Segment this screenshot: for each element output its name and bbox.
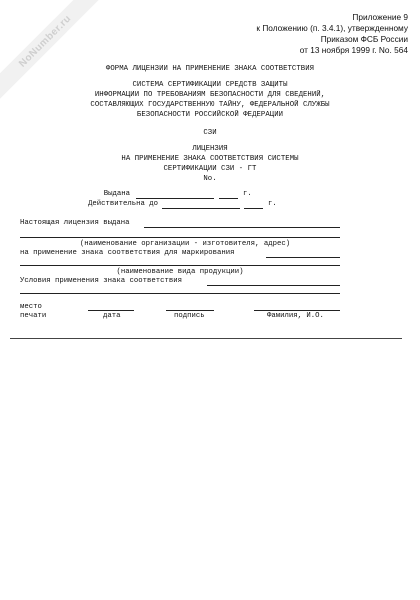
- issued-to-label: Настоящая лицензия выдана: [20, 219, 130, 227]
- valid-year-field[interactable]: [244, 208, 263, 209]
- issued-year-suffix: г.: [243, 190, 252, 198]
- license-title-line: ЛИЦЕНЗИЯ: [192, 145, 228, 153]
- issued-to-field[interactable]: [144, 227, 340, 228]
- name-label: Фамилия, И.О.: [267, 312, 324, 320]
- date-label: дата: [103, 312, 121, 320]
- watermark-text: NoNumber.ru: [16, 12, 74, 70]
- system-title: [0, 80, 420, 120]
- product-caption: (наименование вида продукции): [116, 268, 244, 276]
- license-title: [0, 144, 420, 184]
- license-title-line: СЕРТИФИКАЦИИ СЗИ - ГТ: [163, 165, 257, 173]
- system-title-line: БЕЗОПАСНОСТИ РОССИЙСКОЙ ФЕДЕРАЦИИ: [136, 111, 284, 119]
- system-title-line: СИСТЕМА СЕРТИФИКАЦИИ СРЕДСТВ ЗАЩИТЫ: [132, 81, 288, 89]
- conditions-field[interactable]: [207, 285, 340, 286]
- sign-label: подпись: [174, 312, 205, 320]
- appendix-header: [256, 12, 408, 56]
- header-line: от 13 ноября 1999 г. No. 564: [299, 45, 408, 55]
- system-title-line: ИНФОРМАЦИИ ПО ТРЕБОВАНИЯМ БЕЗОПАСНОСТИ ДЛЯ СВЕДЕНИЙ,: [94, 91, 326, 99]
- issued-year-field[interactable]: [219, 198, 238, 199]
- valid-until-label: Действительна до: [87, 200, 158, 208]
- marking-label: на применение знака соответствия для маркирования: [20, 249, 235, 257]
- valid-year-suffix: г.: [268, 200, 277, 208]
- license-number-label: No.: [203, 175, 217, 183]
- system-title-line: СОСТАВЛЯЮЩИХ ГОСУДАРСТВЕННУЮ ТАЙНУ, ФЕДЕРАЛЬНОЙ СЛУЖБЫ: [90, 101, 330, 109]
- header-line: Приказом ФСБ России: [320, 34, 408, 44]
- marking-field[interactable]: [266, 257, 340, 258]
- seal-label-top: место: [20, 303, 42, 311]
- license-title-line: НА ПРИМЕНЕНИЕ ЗНАКА СООТВЕТСТВИЯ СИСТЕМЫ: [121, 155, 299, 163]
- header-line: к Положению (п. 3.4.1), утвержденному: [256, 23, 408, 33]
- conditions-field-line[interactable]: [20, 293, 340, 294]
- conditions-label: Условия применения знака соответствия: [20, 277, 183, 285]
- org-caption: (наименование организации - изготовителя, адрес): [79, 240, 291, 248]
- form-title: ФОРМА ЛИЦЕНЗИИ НА ПРИМЕНЕНИЕ ЗНАКА СООТВЕТСТВИЯ: [105, 65, 315, 73]
- abbreviation: СЗИ: [203, 129, 217, 137]
- page-divider: [10, 338, 402, 339]
- header-line: Приложение 9: [352, 12, 408, 22]
- valid-date-field[interactable]: [162, 208, 240, 209]
- product-field-line[interactable]: [20, 265, 340, 266]
- org-field-line[interactable]: [20, 237, 340, 238]
- seal-label-bottom: печати: [20, 312, 47, 320]
- issued-label: Выдана: [103, 190, 130, 198]
